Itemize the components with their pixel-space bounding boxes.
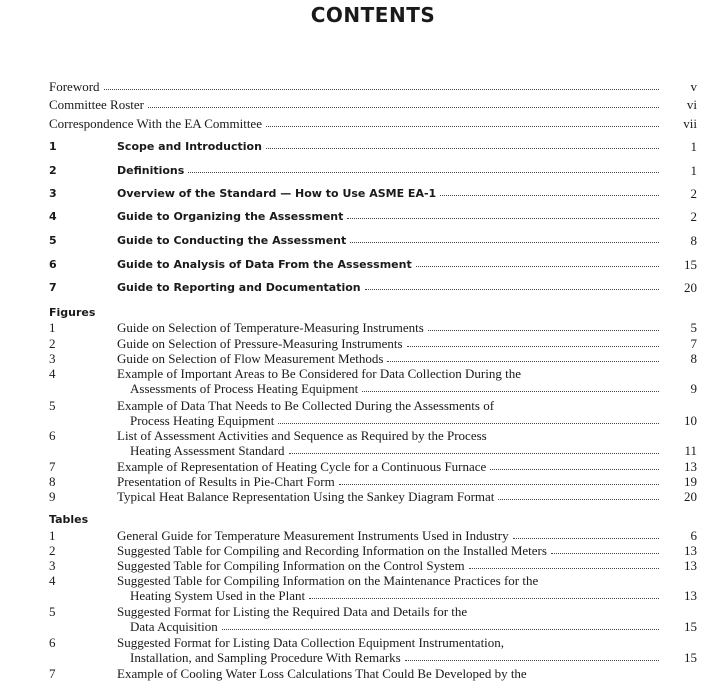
entry-number: 1 — [49, 140, 57, 153]
section-item — [0, 186, 719, 201]
entry-number: 3 — [49, 558, 56, 573]
entry-title: General Guide for Temperature Measurement Instruments Used in Industry — [117, 528, 509, 543]
figure-item — [0, 443, 719, 458]
entry-page: vi — [686, 97, 697, 112]
entry-leader-line — [49, 97, 663, 112]
entry-leader-line — [117, 257, 663, 272]
figure-item — [0, 459, 719, 474]
entry-leader-line — [130, 619, 663, 634]
entry-leader-line — [49, 116, 663, 131]
leader-dots — [387, 351, 659, 362]
entry-leader-line — [117, 233, 663, 248]
figure-item — [0, 320, 719, 335]
section-item — [0, 139, 719, 154]
entry-leader-line — [130, 650, 663, 665]
entry-number: 6 — [49, 428, 56, 443]
entry-number: 5 — [49, 604, 56, 619]
entry-leader-line — [117, 186, 663, 201]
entry-title: Suggested Table for Compiling Information on the Control System — [117, 558, 465, 573]
front-matter-item — [0, 79, 719, 94]
entry-page: 15 — [684, 257, 697, 272]
tables-heading: Tables — [49, 513, 89, 526]
leader-dots — [428, 320, 659, 331]
entry-leader-line — [117, 320, 663, 335]
entry-title: Suggested Table for Compiling and Recording Information on the Installed Meters — [117, 543, 547, 558]
table-item — [0, 543, 719, 558]
entry-title: Data Acquisition — [130, 619, 218, 634]
entry-leader-line — [130, 443, 663, 458]
entry-title-continued: Suggested Format for Listing Data Collection Equipment Instrumentation, — [117, 635, 505, 650]
leader-dots — [148, 97, 659, 108]
entry-title: Presentation of Results in Pie-Chart Form — [117, 474, 335, 489]
entry-number: 1 — [49, 528, 56, 543]
entry-page: 7 — [690, 336, 697, 351]
entry-leader-line — [117, 351, 663, 366]
leader-dots — [490, 459, 659, 470]
entry-number: 4 — [49, 210, 57, 223]
leader-dots — [188, 162, 659, 173]
entry-leader-line — [117, 336, 663, 351]
entry-title: Guide to Analysis of Data From the Assessment — [117, 258, 412, 271]
entry-number: 7 — [49, 281, 57, 294]
table-item — [0, 528, 719, 543]
entry-title: Definitions — [117, 164, 185, 177]
leader-dots — [222, 619, 659, 630]
entry-page: v — [690, 79, 697, 94]
entry-page: 6 — [690, 528, 697, 543]
entry-number: 2 — [49, 543, 56, 558]
entry-page: 5 — [690, 320, 697, 335]
entry-leader-line — [130, 413, 663, 428]
section-item — [0, 257, 719, 272]
entry-number: 5 — [49, 398, 56, 413]
entry-number: 2 — [49, 164, 57, 177]
entry-page: 1 — [690, 139, 697, 154]
entry-title: Guide to Reporting and Documentation — [117, 281, 361, 294]
entry-number: 3 — [49, 187, 57, 200]
leader-dots — [551, 543, 659, 554]
entry-title-continued: List of Assessment Activities and Sequence as Required by the Process — [117, 428, 487, 443]
figure-item — [0, 413, 719, 428]
leader-dots — [347, 208, 659, 219]
leader-dots — [513, 528, 659, 539]
entry-title: Correspondence With the EA Committee — [49, 116, 262, 131]
table-item — [0, 619, 719, 634]
entry-page: 13 — [684, 558, 697, 573]
entry-number: 2 — [49, 336, 56, 351]
entry-number: 4 — [49, 573, 56, 588]
entry-leader-line — [117, 280, 663, 295]
entry-page: 1 — [690, 163, 697, 178]
entry-number: 5 — [49, 234, 57, 247]
entry-page: 19 — [684, 474, 697, 489]
entry-page: 8 — [690, 233, 697, 248]
leader-dots — [266, 138, 659, 149]
entry-title: Guide on Selection of Pressure-Measuring Instruments — [117, 336, 403, 351]
entry-title: Typical Heat Balance Representation Using the Sankey Diagram Format — [117, 489, 495, 504]
entry-title: Scope and Introduction — [117, 140, 262, 153]
entry-title: Heating System Used in the Plant — [130, 588, 306, 603]
front-matter-item — [0, 116, 719, 131]
leader-dots — [362, 381, 659, 392]
leader-dots — [407, 336, 659, 347]
entry-page: 9 — [690, 381, 697, 396]
figure-item — [0, 336, 719, 351]
entry-page: 20 — [684, 280, 697, 295]
entry-page: 13 — [684, 459, 697, 474]
entry-leader-line — [117, 209, 663, 224]
entry-title: Foreword — [49, 79, 100, 94]
entry-title: Assessments of Process Heating Equipment — [130, 381, 359, 396]
figure-item — [0, 474, 719, 489]
entry-number: 9 — [49, 489, 56, 504]
leader-dots — [405, 650, 659, 661]
leader-dots — [278, 413, 659, 424]
entry-leader-line — [117, 558, 663, 573]
entry-title: Heating Assessment Standard — [130, 443, 285, 458]
leader-dots — [289, 443, 659, 454]
entry-page: 13 — [684, 588, 697, 603]
entry-number: 6 — [49, 635, 56, 650]
entry-title-continued: Suggested Format for Listing the Required Data and Details for the — [117, 604, 468, 619]
entry-number: 1 — [49, 320, 56, 335]
leader-dots — [309, 588, 659, 599]
entry-leader-line — [117, 474, 663, 489]
leader-dots — [339, 474, 659, 485]
entry-leader-line — [117, 489, 663, 504]
leader-dots — [498, 489, 659, 500]
entry-title: Process Heating Equipment — [130, 413, 275, 428]
entry-leader-line — [117, 139, 663, 154]
entry-title-continued: Suggested Table for Compiling Information on the Maintenance Practices for the — [117, 573, 539, 588]
entry-title-continued: Example of Important Areas to Be Considered for Data Collection During the — [117, 366, 521, 381]
section-item — [0, 233, 719, 248]
front-matter-item — [0, 97, 719, 112]
entry-page: 2 — [690, 186, 697, 201]
figure-item — [0, 351, 719, 366]
entry-title-continued: Example of Cooling Water Loss Calculations That Could Be Developed by the — [117, 666, 527, 681]
section-item — [0, 163, 719, 178]
entry-title-continued: Example of Data That Needs to Be Collected During the Assessments of — [117, 398, 495, 413]
entry-leader-line — [117, 163, 663, 178]
entry-number: 3 — [49, 351, 56, 366]
entry-title: Example of Representation of Heating Cycle for a Continuous Furnace — [117, 459, 487, 474]
leader-dots — [350, 232, 659, 243]
entry-page: 15 — [684, 619, 697, 634]
entry-leader-line — [117, 543, 663, 558]
entry-leader-line — [130, 381, 663, 396]
entry-number: 7 — [49, 459, 56, 474]
entry-number: 4 — [49, 366, 56, 381]
entry-page: 2 — [690, 209, 697, 224]
entry-title: Guide to Organizing the Assessment — [117, 210, 344, 223]
entry-page: 20 — [684, 489, 697, 504]
leader-dots — [469, 558, 659, 569]
entry-title: Guide on Selection of Temperature-Measuring Instruments — [117, 320, 424, 335]
entry-page: 13 — [684, 543, 697, 558]
entry-number: 7 — [49, 666, 56, 681]
entry-leader-line — [130, 588, 663, 603]
entry-title: Guide on Selection of Flow Measurement Methods — [117, 351, 384, 366]
leader-dots — [266, 116, 659, 127]
entry-number: 6 — [49, 258, 57, 271]
figure-item — [0, 381, 719, 396]
leader-dots — [104, 79, 659, 90]
entry-number: 8 — [49, 474, 56, 489]
entry-page: vii — [683, 116, 697, 131]
entry-title: Installation, and Sampling Procedure With Remarks — [130, 650, 401, 665]
leader-dots — [416, 256, 659, 267]
table-item — [0, 650, 719, 665]
entry-page: 15 — [684, 650, 697, 665]
table-item — [0, 558, 719, 573]
page-title: CONTENTS — [310, 3, 436, 27]
entry-leader-line — [117, 459, 663, 474]
entry-title: Guide to Conducting the Assessment — [117, 234, 347, 247]
entry-page: 11 — [684, 443, 697, 458]
leader-dots — [440, 185, 659, 196]
section-item — [0, 209, 719, 224]
entry-page: 10 — [684, 413, 697, 428]
figures-heading: Figures — [49, 306, 96, 319]
entry-leader-line — [117, 528, 663, 543]
section-item — [0, 280, 719, 295]
entry-page: 8 — [690, 351, 697, 366]
table-item — [0, 588, 719, 603]
figure-item — [0, 489, 719, 504]
entry-title: Overview of the Standard — How to Use ASME EA-1 — [117, 187, 437, 200]
entry-title: Committee Roster — [49, 97, 144, 112]
leader-dots — [365, 279, 659, 290]
entry-leader-line — [49, 79, 663, 94]
